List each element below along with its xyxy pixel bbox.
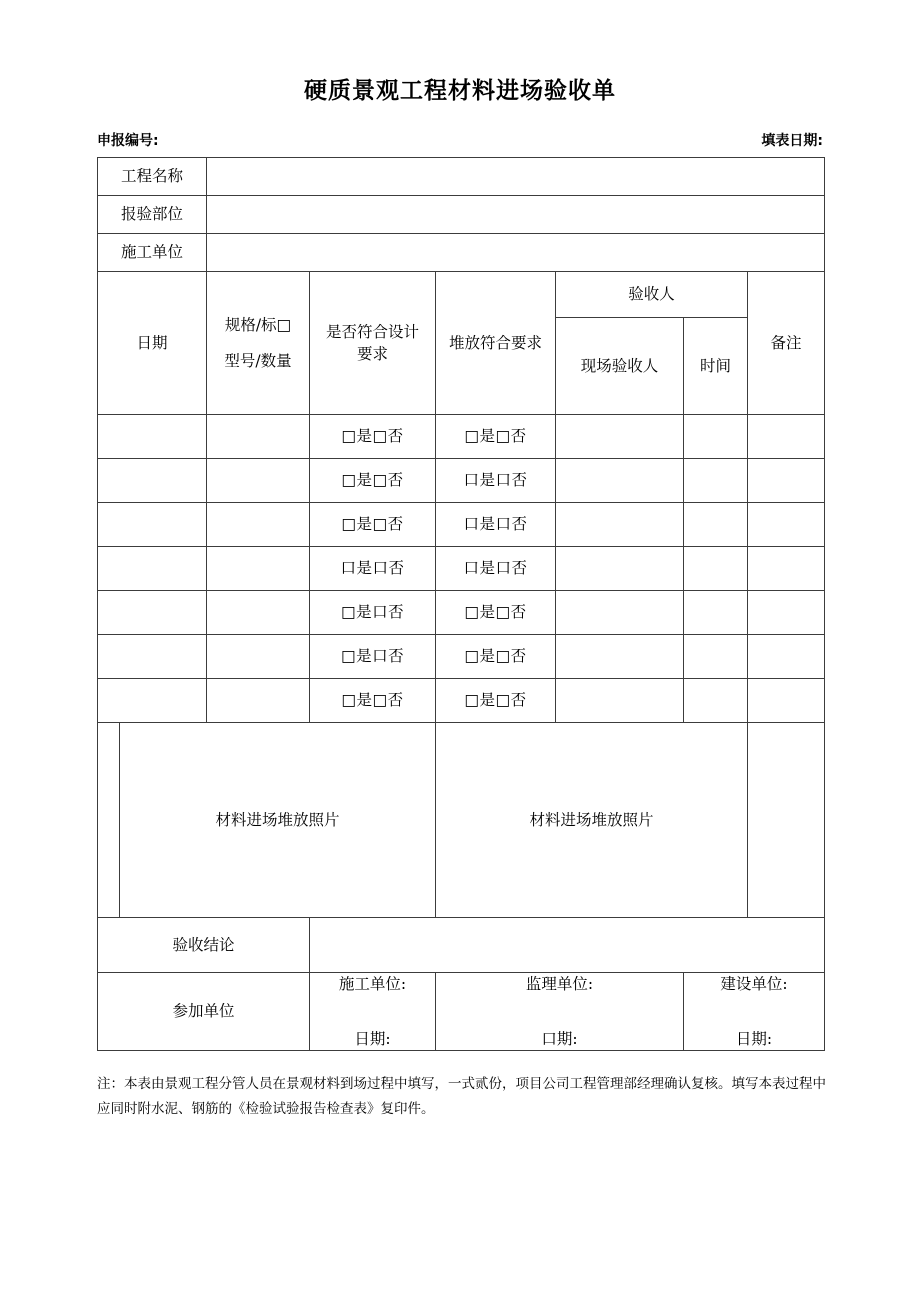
table-row-conclusion [98, 918, 825, 973]
cell-acceptor-person[interactable] [556, 415, 684, 459]
cell-design-checkbox[interactable]: □是□否 [310, 679, 436, 723]
page-title: 硬质景观工程材料进场验收单 [304, 78, 616, 104]
cell-spec[interactable] [207, 459, 310, 503]
table-row-construction-unit [98, 234, 825, 272]
supervision-unit-date-label: 口期: [541, 1029, 578, 1048]
cell-remark[interactable] [748, 459, 825, 503]
column-header-acceptor-group: 验收人 [556, 272, 748, 318]
value-conclusion[interactable] [310, 918, 825, 973]
cell-date[interactable] [98, 635, 207, 679]
cell-photo-left[interactable]: 材料进场堆放照片 [120, 723, 436, 918]
column-header-acceptor-time: 时间 [684, 318, 748, 415]
cell-acceptor-time[interactable] [684, 415, 748, 459]
table-row [98, 547, 825, 591]
column-header-spec-line1: 规格/标□ [224, 315, 292, 334]
cell-remark[interactable] [748, 547, 825, 591]
cell-acceptor-time[interactable] [684, 635, 748, 679]
column-header-spec [207, 272, 310, 415]
cell-stacking-checkbox[interactable]: □是□否 [436, 415, 556, 459]
cell-acceptor-person[interactable] [556, 547, 684, 591]
cell-acceptor-person[interactable] [556, 591, 684, 635]
cell-acceptor-time[interactable] [684, 459, 748, 503]
cell-construction-unit[interactable] [310, 973, 436, 1051]
cell-remark[interactable] [748, 679, 825, 723]
application-number-label: 申报编号: [97, 133, 159, 149]
cell-design-checkbox[interactable]: □是口否 [310, 591, 436, 635]
label-conclusion: 验收结论 [98, 918, 310, 973]
cell-date[interactable] [98, 679, 207, 723]
owner-unit-label: 建设单位: [720, 975, 788, 994]
acceptance-form-table [97, 157, 825, 1051]
cell-spec[interactable] [207, 503, 310, 547]
cell-stacking-checkbox[interactable]: 口是口否 [436, 459, 556, 503]
table-header-row-top [98, 272, 825, 318]
table-row [98, 679, 825, 723]
cell-remark[interactable] [748, 635, 825, 679]
column-header-design-line2: 要求 [357, 345, 389, 363]
supervision-unit-label: 监理单位: [525, 975, 594, 994]
table-row [98, 459, 825, 503]
table-row [98, 503, 825, 547]
meta-row [97, 130, 823, 150]
cell-remark[interactable] [748, 415, 825, 459]
value-inspection-part[interactable] [207, 196, 825, 234]
cell-design-checkbox[interactable]: 口是口否 [310, 547, 436, 591]
cell-spec[interactable] [207, 591, 310, 635]
table-row [98, 415, 825, 459]
cell-supervision-unit[interactable] [436, 973, 684, 1051]
cell-stacking-checkbox[interactable]: □是□否 [436, 591, 556, 635]
cell-design-checkbox[interactable]: □是□否 [310, 459, 436, 503]
column-header-stacking-compliance: 堆放符合要求 [436, 272, 556, 415]
column-header-remark: 备注 [748, 272, 825, 415]
cell-spec[interactable] [207, 679, 310, 723]
table-row-photos [98, 723, 825, 918]
column-header-spec-line2: 型号/数量 [224, 352, 292, 370]
cell-acceptor-person[interactable] [556, 503, 684, 547]
cell-stacking-checkbox[interactable]: 口是口否 [436, 547, 556, 591]
footnote: 注：本表由景观工程分管人员在景观材料到场过程中填写，一式贰份，项目公司工程管理部经理确认复核。填写本表过程中应同时附水泥、钢筋的《检验试验报告检查表》复印件。 [97, 1076, 826, 1117]
cell-design-checkbox[interactable]: □是□否 [310, 503, 436, 547]
table-row-inspection-part [98, 196, 825, 234]
table-row-participating-units [98, 973, 825, 1051]
owner-unit-date-label: 日期: [735, 1029, 773, 1048]
cell-date[interactable] [98, 415, 207, 459]
cell-date[interactable] [98, 547, 207, 591]
cell-stacking-checkbox[interactable]: □是□否 [436, 635, 556, 679]
cell-remark[interactable] [748, 591, 825, 635]
table-row-project-name [98, 158, 825, 196]
construction-unit-label: 施工单位: [338, 975, 407, 994]
table-row [98, 591, 825, 635]
table-row [98, 635, 825, 679]
cell-stacking-checkbox[interactable]: □是□否 [436, 679, 556, 723]
cell-spec[interactable] [207, 635, 310, 679]
construction-unit-date-label: 日期: [354, 1029, 391, 1048]
column-header-acceptor-person: 现场验收人 [556, 318, 684, 415]
column-header-design-compliance [310, 272, 436, 415]
cell-acceptor-time[interactable] [684, 547, 748, 591]
cell-acceptor-time[interactable] [684, 503, 748, 547]
cell-acceptor-time[interactable] [684, 679, 748, 723]
label-project-name: 工程名称 [98, 158, 207, 196]
cell-date[interactable] [98, 459, 207, 503]
cell-spec[interactable] [207, 415, 310, 459]
cell-spec[interactable] [207, 547, 310, 591]
cell-remark[interactable] [748, 503, 825, 547]
cell-photo-spacer [98, 723, 120, 918]
value-project-name[interactable] [207, 158, 825, 196]
column-header-design-line1: 是否符合设计 [326, 322, 420, 341]
cell-design-checkbox[interactable]: □是口否 [310, 635, 436, 679]
cell-date[interactable] [98, 503, 207, 547]
cell-photo-right[interactable]: 材料进场堆放照片 [436, 723, 748, 918]
value-construction-unit[interactable] [207, 234, 825, 272]
cell-acceptor-person[interactable] [556, 459, 684, 503]
cell-owner-unit[interactable] [684, 973, 825, 1051]
cell-photo-remark[interactable] [748, 723, 825, 918]
cell-date[interactable] [98, 591, 207, 635]
cell-acceptor-person[interactable] [556, 635, 684, 679]
fill-date-label: 填表日期: [761, 133, 823, 149]
cell-acceptor-time[interactable] [684, 591, 748, 635]
label-inspection-part: 报验部位 [98, 196, 207, 234]
label-participating-units: 参加单位 [98, 973, 310, 1051]
label-construction-unit: 施工单位 [98, 234, 207, 272]
cell-stacking-checkbox[interactable]: 口是口否 [436, 503, 556, 547]
cell-acceptor-person[interactable] [556, 679, 684, 723]
column-header-date: 日期 [98, 272, 207, 415]
cell-design-checkbox[interactable]: □是□否 [310, 415, 436, 459]
